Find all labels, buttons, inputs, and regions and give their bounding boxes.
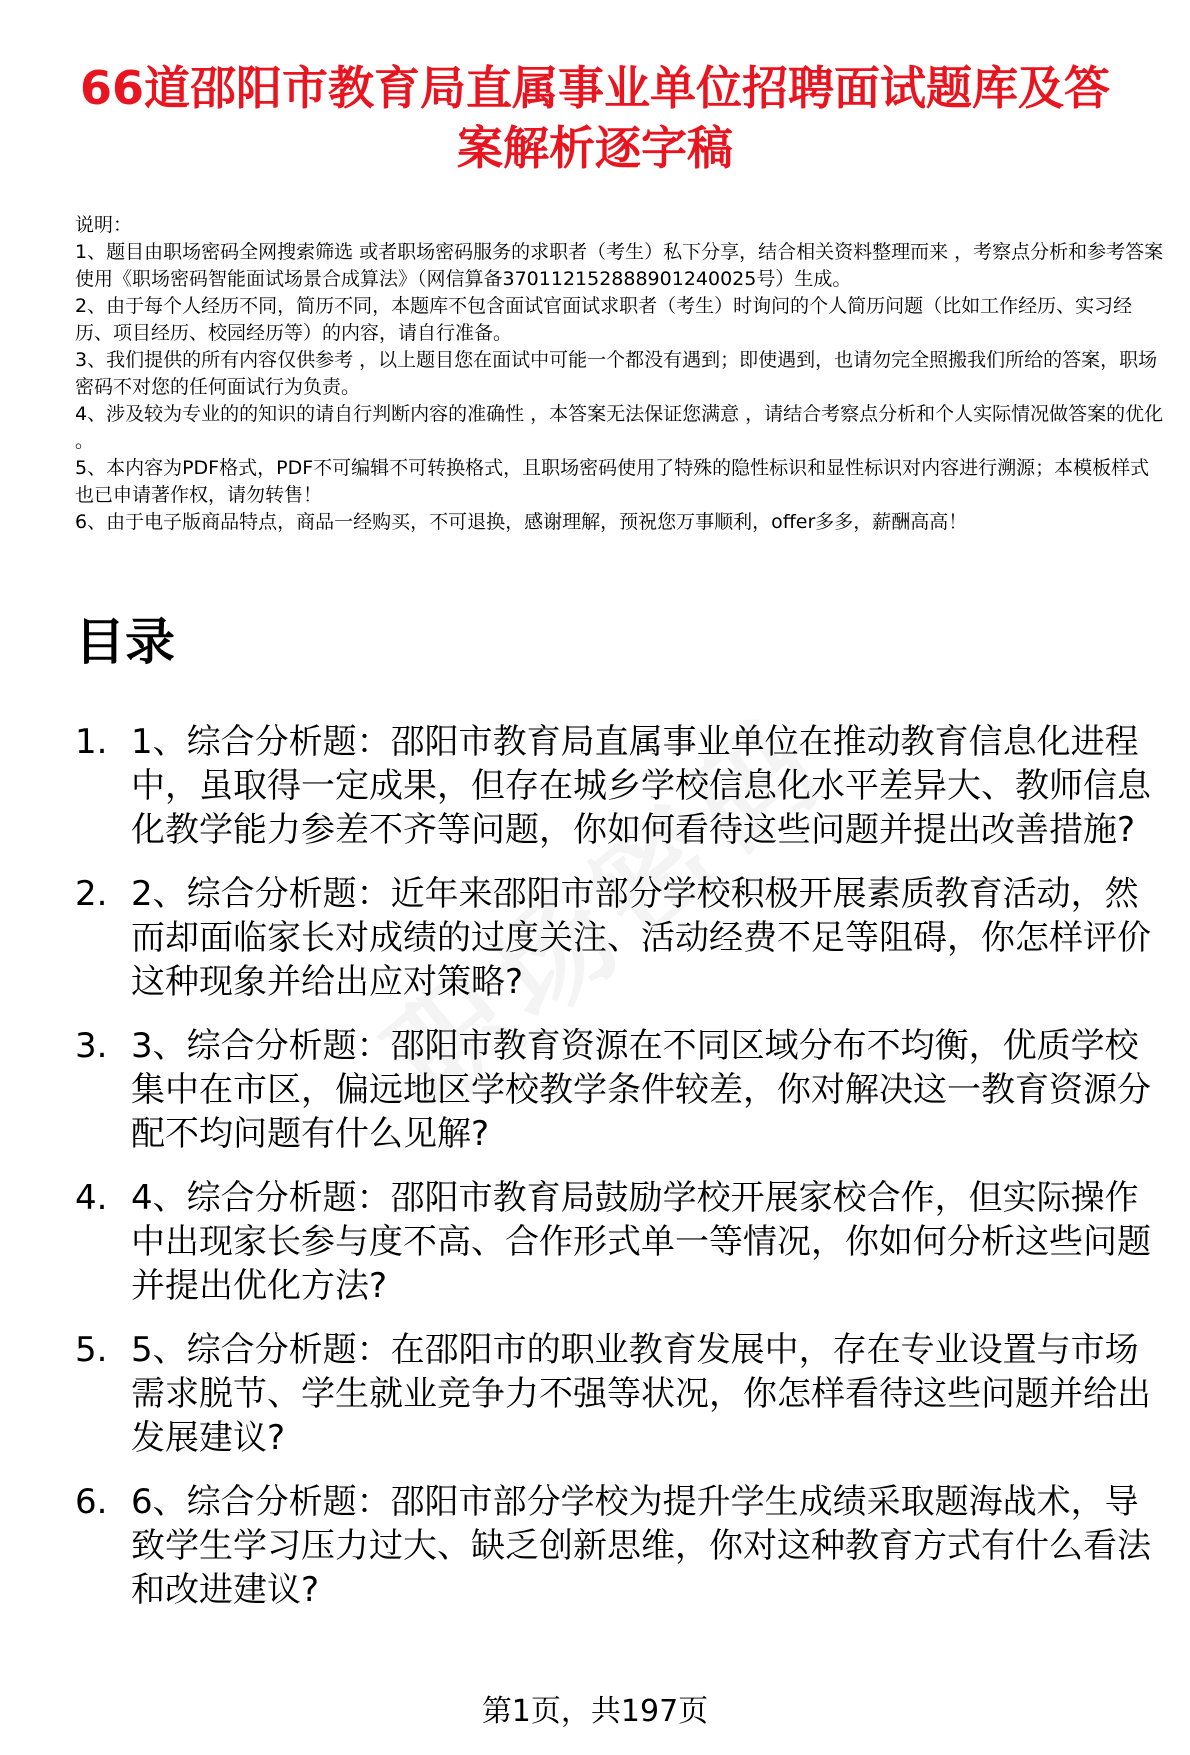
toc-item-link[interactable]: 4、综合分析题：邵阳市教育局鼓励学校开展家校合作，但实际操作中出现家长参与度不高、合作形式单一等情况，你如何分析这些问题并提出优化方法? bbox=[131, 1178, 1151, 1306]
notes-section bbox=[75, 212, 1165, 536]
notes-item: 5、本内容为PDF格式，PDF不可编辑不可转换格式，且职场密码使用了特殊的隐性标识和显性标识对内容进行溯源；本模板样式也已申请著作权，请勿转售！ bbox=[75, 457, 1150, 506]
toc-item-number: 2. bbox=[75, 874, 108, 914]
document-title: 66道邵阳市教育局直属事业单位招聘面试题库及答案解析逐字稿 bbox=[79, 61, 1110, 175]
toc-item[interactable] bbox=[75, 1328, 1165, 1460]
toc-heading: 目录 bbox=[75, 613, 175, 671]
toc-item-link[interactable]: 6、综合分析题：邵阳市部分学校为提升学生成绩采取题海战术，导致学生学习压力过大、缺乏创新思维，你对这种教育方式有什么看法和改进建议? bbox=[131, 1482, 1151, 1610]
toc-item[interactable] bbox=[75, 1024, 1165, 1156]
toc-item[interactable] bbox=[75, 720, 1165, 852]
notes-item: 6、由于电子版商品特点，商品一经购买，不可退换，感谢理解，预祝您万事顺利，offer多多，薪酬高高！ bbox=[75, 511, 968, 533]
toc-item-link[interactable]: 2、综合分析题：近年来邵阳市部分学校积极开展素质教育活动，然而却面临家长对成绩的过度关注、活动经费不足等阻碍，你怎样评价这种现象并给出应对策略? bbox=[131, 874, 1151, 1002]
page-number: 第1页，共197页 bbox=[481, 1694, 709, 1729]
toc-item[interactable] bbox=[75, 1480, 1165, 1612]
toc-list bbox=[75, 720, 1165, 1632]
toc-item-number: 3. bbox=[75, 1026, 108, 1066]
notes-item: 2、由于每个人经历不同，简历不同，本题库不包含面试官面试求职者（考生）时询问的个人简历问题（比如工作经历、实习经历、项目经历、校园经历等）的内容，请自行准备。 bbox=[75, 295, 1133, 344]
notes-item: 4、涉及较为专业的的知识的请自行判断内容的准确性 ，本答案无法保证您满意 ，请结合考察点分析和个人实际情况做答案的优化 。 bbox=[75, 403, 1164, 452]
toc-item[interactable] bbox=[75, 872, 1165, 1004]
toc-item[interactable] bbox=[75, 1176, 1165, 1308]
toc-item-number: 5. bbox=[75, 1330, 108, 1370]
toc-item-link[interactable]: 3、综合分析题：邵阳市教育资源在不同区域分布不均衡，优质学校集中在市区，偏远地区学校教学条件较差，你对解决这一教育资源分配不均问题有什么见解? bbox=[131, 1026, 1151, 1154]
toc-item-number: 4. bbox=[75, 1178, 108, 1218]
toc-item-number: 1. bbox=[75, 722, 108, 762]
toc-item-link[interactable]: 1、综合分析题：邵阳市教育局直属事业单位在推动教育信息化进程中，虽取得一定成果，但存在城乡学校信息化水平差异大、教师信息化教学能力参差不齐等问题，你如何看待这些问题并提出改善措施? bbox=[131, 722, 1151, 850]
notes-heading: 说明： bbox=[75, 214, 133, 236]
notes-item: 3、我们提供的所有内容仅供参考 ，以上题目您在面试中可能一个都没有遇到；即使遇到，也请勿完全照搬我们所给的答案，职场密码不对您的任何面试行为负责。 bbox=[75, 349, 1158, 398]
notes-item: 1、题目由职场密码全网搜索筛选 或者职场密码服务的求职者（考生）私下分享，结合相关资料整理而来 ，考察点分析和参考答案使用《职场密码智能面试场景合成算法》（网信算备370112152888901240025号）生成。 bbox=[75, 241, 1164, 290]
toc-item-link[interactable]: 5、综合分析题：在邵阳市的职业教育发展中，存在专业设置与市场需求脱节、学生就业竞争力不强等状况，你怎样看待这些问题并给出发展建议? bbox=[131, 1330, 1151, 1458]
toc-item-number: 6. bbox=[75, 1482, 108, 1522]
